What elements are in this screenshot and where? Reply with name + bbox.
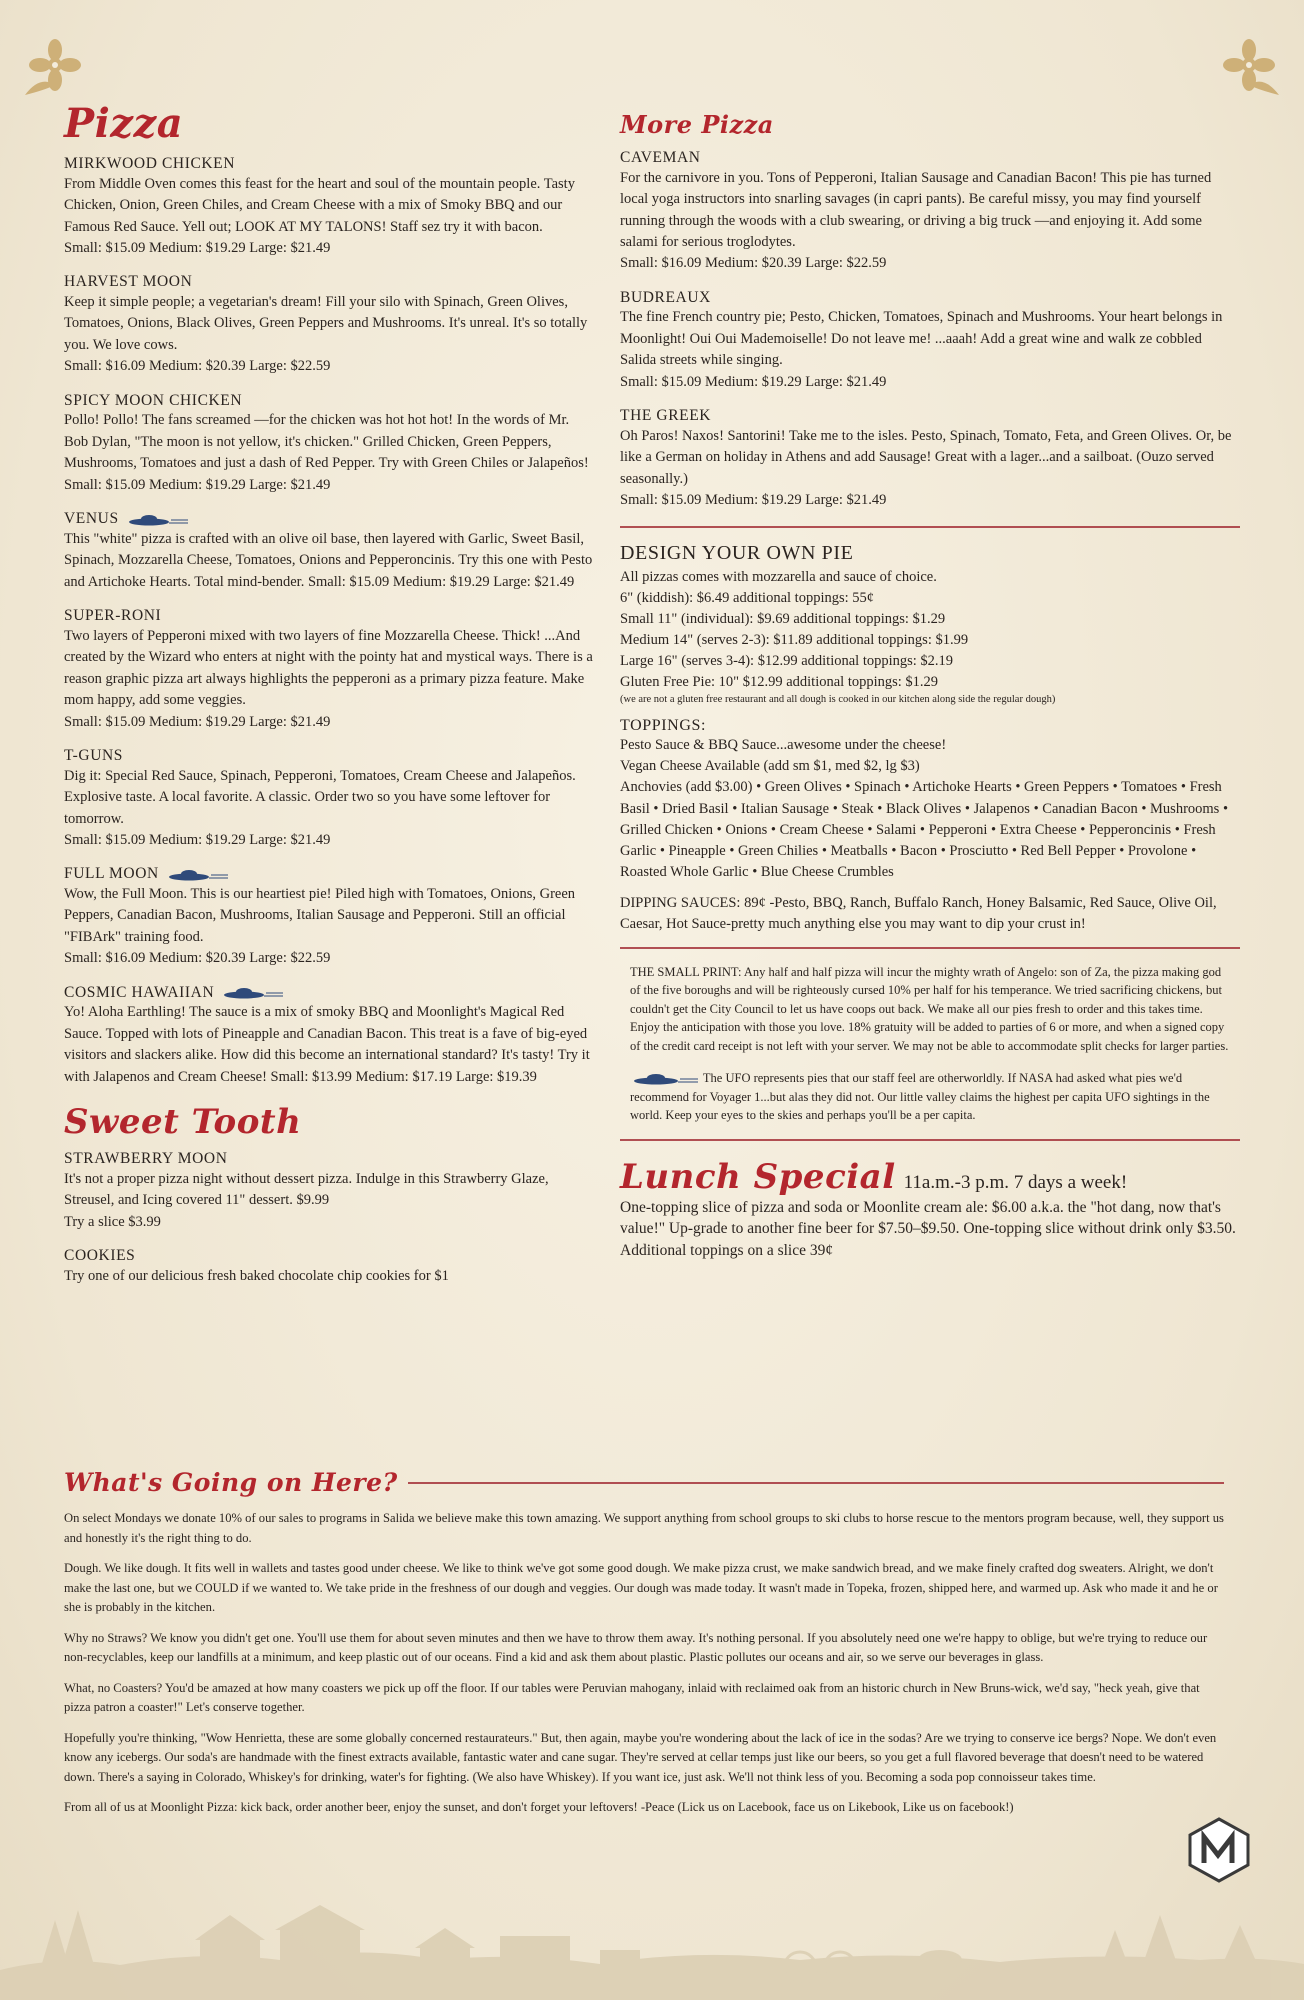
lunch-special-section [620, 1157, 1240, 1262]
menu-item-title [64, 865, 594, 884]
menu-item-price: Try a slice $3.99 [64, 1213, 161, 1230]
left-column [64, 100, 594, 1301]
menu-item [64, 865, 594, 969]
menu-item-description: The fine French country pie; Pesto, Chicken, Tomatoes, Spinach and Mushrooms. Your heart belongs in Moonlight! Oui Oui Mademoiselle! Do not leave me! ...aaah! Add a great wine and walk ze cobbled Salida streets while singing. [620, 309, 1223, 369]
sweet-tooth-heading: Sweet Tooth [64, 1102, 302, 1143]
divider [620, 526, 1240, 528]
menu-item [64, 273, 594, 377]
menu-item-title [64, 155, 594, 174]
menu-item [64, 155, 594, 259]
menu-item-title [64, 747, 594, 766]
menu-item-description: It's not a proper pizza night without dessert pizza. Indulge in this Strawberry Glaze, Streusel, and Icing covered 11" dessert. $9.99 [64, 1170, 549, 1209]
lunch-special-heading: Lunch Special [620, 1156, 896, 1197]
toppings-line: Pesto Sauce & BBQ Sauce...awesome under the cheese! [620, 737, 947, 754]
info-paragraph: What, no Coasters? You'd be amazed at how many coasters we pick up off the floor. If our tables were Peruvian mahogany, inlaid with reclaimed oak from an historic church in New Bruns-wick, we'd say, "heck yeah, give that pizza patron a coaster!" Let's conserve together. [64, 1680, 1200, 1715]
menu-item-description: Keep it simple people; a vegetarian's dream! Fill your silo with Spinach, Green Olives, Tomatoes, Onions, Black Olives, Green Peppers and Mushrooms. It's unreal. It's so totally you. We love cows. [64, 294, 588, 353]
design-title: DESIGN YOUR OWN PIE [620, 541, 854, 564]
menu-item-title-text: STRAWBERRY MOON [64, 1150, 228, 1168]
menu-item-price: Small: $15.09 Medium: $19.29 Large: $21.49 [620, 492, 887, 509]
divider [620, 947, 1240, 949]
menu-item [620, 149, 1240, 275]
menu-item-title [64, 510, 594, 529]
menu-item-description: Pollo! Pollo! The fans screamed —for the chicken was hot hot hot! In the words of Mr. Bob Dylan, "The moon is not yellow, it's chicken." Grilled Chicken, Green Peppers, Mushrooms, Tomatoes and just a dash of Red Pepper. Try with Green Chiles or Jalapeños! [64, 412, 589, 472]
menu-item [64, 1247, 594, 1287]
menu-item-title [620, 407, 1240, 426]
info-paragraph: Dough. We like dough. It fits well in wallets and tastes good under cheese. We like to think we've got some good dough. We make pizza crust, we make sandwich bread, and we make finely crafted dog sweaters. Alright, we don't make the last one, but we COULD if we wanted to. We take pride in the freshness of our dough and veggies. Our dough was made today. It wasn't made in Topeka, frozen, shipped here, and warmed up. Ask who made it and he or she is probably in the kitchen. [64, 1561, 1218, 1615]
info-paragraph: Why no Straws? We know you didn't get one. You'll use them for about seven minutes and then we have to throw them away. It's nothing personal. If you absolutely need one we're happy to oblige, but we're trying to reduce our non-recyclables, keep our landfills at a minimum, and keep plastic out of our oceans. Find a kid and ask them about plastic. Plastic pollutes our oceans and air, so we serve our beverages in glass. [64, 1630, 1208, 1665]
design-price-line: Medium 14" (serves 2-3): $11.89 additional toppings: $1.99 [620, 631, 969, 648]
sweet-list [64, 1150, 594, 1287]
menu-item-title-text: COSMIC HAWAIIAN [64, 983, 215, 1001]
menu-item-description: This "white" pizza is crafted with an olive oil base, then layered with Garlic, Sweet Basil, Spinach, Mozzarella Cheese, Tomatoes, Onions and Pepperoncinis. Try this one with Pesto and Artichoke Hearts. Total mind-bender. Small: $15.09 Medium: $19.29 Large: $21.49 [64, 530, 593, 590]
info-paragraph: On select Mondays we donate 10% of our sales to programs in Salida we believe make this town amazing. We support anything from school groups to ski clubs to horse rescue to the mentors program because, well, they support us and honestly it's the right thing to do. [64, 1511, 1224, 1545]
menu-item-description: Dig it: Special Red Sauce, Spinach, Pepperoni, Tomatoes, Cream Cheese and Jalapeños. Explosive taste. A local favorite. A classic. Order two so you have some leftover for tomorrow. [64, 767, 576, 827]
menu-item [620, 407, 1240, 511]
design-price-line: All pizzas comes with mozzarella and sauce of choice. [620, 568, 937, 585]
whats-going-on-section [64, 1468, 1224, 1829]
menu-item-title [64, 1150, 594, 1169]
pizza-list [64, 155, 594, 1088]
menu-item-title [64, 607, 594, 626]
menu-item-title-text: CAVEMAN [620, 149, 701, 166]
menu-item-price: Small: $16.09 Medium: $20.39 Large: $22.59 [620, 255, 887, 272]
menu-item-description: For the carnivore in you. Tons of Pepperoni, Italian Sausage and Canadian Bacon! This pie has turned local yoga instructors into snarling savages (in capri pants). Be careful missy, you may find yourself running through the woods with a club swearing, or driving a big truck —and enjoying it. Add some salami for serious troglodytes. [620, 169, 1212, 250]
menu-item-description: Two layers of Pepperoni mixed with two layers of fine Mozzarella Cheese. Thick! ...And created by the Wizard who enters at night with the pointy hat and mystical ways. There is a reason graphic pizza art always highlights the pepperoni as a primary pizza feature. Make mom happy, add some veggies. [64, 627, 593, 709]
menu-item [64, 510, 594, 593]
menu-item [64, 1150, 594, 1233]
silhouette-village [0, 1860, 1304, 2000]
lunch-description: One-topping slice of pizza and soda or Moonlite cream ale: $6.00 a.k.a. the "hot dang, now that's value!" Up-grade to another fine beer for $7.50–$9.50. One-topping slice without drink only $3.50. Additional toppings on a slice 39¢ [620, 1198, 1236, 1259]
menu-item-description: Try one of our delicious fresh baked chocolate chip cookies for $1 [64, 1267, 449, 1284]
menu-item-price: Small: $15.09 Medium: $19.29 Large: $21.49 [620, 373, 887, 390]
design-note: (we are not a gluten free restaurant and all dough is cooked in our kitchen along side the regular dough) [620, 693, 1056, 705]
ufo-icon [222, 986, 284, 1000]
design-price-line: Small 11" (individual): $9.69 additional toppings: $1.29 [620, 610, 946, 627]
menu-item-price: Small: $15.09 Medium: $19.29 Large: $21.49 [64, 476, 331, 493]
menu-item-title [620, 289, 1240, 308]
info-paragraph: From all of us at Moonlight Pizza: kick back, order another beer, enjoy the sunset, and don't forget your leftovers! -Peace (Lick us on Lacebook, face us on Likebook, Like us on facebook!) [64, 1800, 1014, 1815]
menu-item-title-text: VENUS [64, 510, 119, 528]
toppings-list [620, 735, 1240, 882]
design-price-line: Gluten Free Pie: 10" $12.99 additional toppings: $1.29 [620, 673, 939, 690]
design-price-line: Large 16" (serves 3-4): $12.99 additional toppings: $2.19 [620, 652, 954, 669]
whats-going-on-paragraphs [64, 1509, 1224, 1818]
flower-corner-icon [1214, 30, 1284, 100]
ufo-icon [167, 868, 229, 882]
menu-item-title-text: HARVEST MOON [64, 273, 193, 291]
ufo-icon [630, 1072, 700, 1086]
right-column [620, 110, 1240, 1262]
menu-item-price: Small: $15.09 Medium: $19.29 Large: $21.49 [64, 239, 331, 256]
menu-item-description: From Middle Oven comes this feast for the heart and soul of the mountain people. Tasty Chicken, Onion, Green Chiles, and Cream Cheese with a mix of Smoky BBQ and our Famous Red Sauce. Yell out; LOOK AT MY TALONS! Staff sez try it with bacon. [64, 175, 575, 235]
info-paragraph: Hopefully you're thinking, "Wow Henrietta, these are some globally concerned restaurateurs." But, then again, maybe you're wondering about the lack of ice in the sodas? Are we trying to conserve ice bergs? Nope. We don't even know any icebergs. Our soda's are handmade with the finest extracts available, fantastic water and cane sugar. They're served at cellar temps just like our beers, so you get a full flavored beverage that doesn't need to be watered down. There's a saying in Colorado, Whiskey's for drinking, water's for fighting. (We also have Whiskey). If you want ice, just ask. We'll not think less of you. Becoming a soda pop connoisseur takes time. [64, 1730, 1217, 1784]
flower-corner-icon [20, 30, 90, 100]
menu-item-title-text: SUPER-RONI [64, 607, 162, 625]
menu-item-title-text: FULL MOON [64, 865, 159, 883]
more-pizza-heading: More Pizza [620, 110, 774, 139]
more-pizza-list [620, 149, 1240, 512]
menu-item-price: Small: $15.09 Medium: $19.29 Large: $21.49 [64, 831, 331, 848]
pizza-heading: Pizza [64, 100, 184, 147]
menu-item-price: Small: $15.09 Medium: $19.29 Large: $21.49 [64, 713, 331, 730]
menu-item-description: Oh Paros! Naxos! Santorini! Take me to the isles. Pesto, Spinach, Tomato, Feta, and Green Olives. Or, be like a German on holiday in Athens and add Sausage! Great with a lager...and a sailboat. (Ouzo served seasonally.) [620, 427, 1232, 487]
ufo-note [620, 1069, 1240, 1125]
toppings-line: Anchovies (add $3.00) • Green Olives • Spinach • Artichoke Hearts • Green Peppers • Tomatoes • Fresh Basil • Dried Basil • Italian Sausage • Steak • Black Olives • Jalapenos • Canadian Bacon • Mushrooms • Grilled Chicken • Onions • Cream Cheese • Salami • Pepperoni • Extra Cheese • Pepperoncinis • Fresh Garlic • Pineapple • Green Chilies • Meatballs • Bacon • Prosciutto • Red Bell Pepper • Provolone • Roasted Whole Garlic • Blue Cheese Crumbles [620, 779, 1229, 880]
menu-item-title [64, 392, 594, 411]
design-price-line: 6" (kiddish): $6.49 additional toppings: 55¢ [620, 589, 875, 606]
menu-item [64, 607, 594, 733]
menu-item [620, 289, 1240, 393]
menu-item-title-text: THE GREEK [620, 407, 712, 425]
menu-item [64, 392, 594, 496]
divider [620, 1139, 1240, 1141]
menu-item [64, 747, 594, 851]
menu-item-title [64, 273, 594, 292]
menu-item [64, 984, 594, 1088]
menu-item-title [620, 149, 1240, 168]
menu-item-title-text: BUDREAUX [620, 288, 711, 306]
whats-going-on-heading: What's Going on Here? [64, 1468, 398, 1497]
menu-item-title [64, 1247, 594, 1266]
small-print: THE SMALL PRINT: Any half and half pizza will incur the mighty wrath of Angelo: son of Za, the pizza making god of the five boroughs and will be righteously cursed 10% per half for his temperance. We tried sacrificing chickens, but couldn't get the City Council to let us have coops out back. We make all our pies fresh to order and this takes time. Enjoy the anticipation with those you love. 18% gratuity will be added to parties of 6 or more, and when a signed copy of the credit card receipt is not left with your server. We may not be able to accommodate split checks for larger parties. [630, 964, 1229, 1053]
ufo-icon [127, 513, 189, 527]
design-lines [620, 567, 1240, 693]
divider [408, 1482, 1224, 1484]
menu-item-description: Wow, the Full Moon. This is our heartiest pie! Piled high with Tomatoes, Onions, Green Peppers, Canadian Bacon, Mushrooms, Italian Sausage and Pepperoni. Still an official "FIBArk" training food. [64, 886, 576, 945]
lunch-hours: 11a.m.-3 p.m. 7 days a week! [903, 1171, 1128, 1193]
design-your-own-section [620, 542, 1240, 935]
toppings-line: Vegan Cheese Available (add sm $1, med $2, lg $3) [620, 758, 920, 775]
ufo-note-text: The UFO represents pies that our staff feel are otherworldly. If NASA had asked what pies we'd recommend for Voyager 1...but alas they did not. Our little valley claims the highest per capita UFO sightings in the world. Keep your eyes to the skies and perhaps you'll be a per capita. [630, 1071, 1210, 1123]
menu-item-title-text: COOKIES [64, 1247, 136, 1265]
menu-item-title-text: SPICY MOON CHICKEN [64, 391, 243, 409]
toppings-title: TOPPINGS: [620, 717, 707, 735]
menu-item-title-text: T-GUNS [64, 747, 124, 765]
dipping-sauces: DIPPING SAUCES: 89¢ -Pesto, BBQ, Ranch, Buffalo Ranch, Honey Balsamic, Red Sauce, Olive Oil, Caesar, Hot Sauce-pretty much anything else you may want to dip your crust in! [620, 894, 1217, 932]
menu-item-title [64, 984, 594, 1003]
menu-item-title-text: MIRKWOOD CHICKEN [64, 155, 236, 172]
menu-item-price: Small: $16.09 Medium: $20.39 Large: $22.59 [64, 950, 331, 967]
menu-item-price: Small: $16.09 Medium: $20.39 Large: $22.59 [64, 358, 331, 375]
menu-item-description: Yo! Aloha Earthling! The sauce is a mix of smoky BBQ and Moonlight's Magical Red Sauce. Topped with lots of Pineapple and Canadian Bacon. This treat is a fave of big-eyed visitors and slackers alike. How did this become an international standard? It's tasty! Try it with Jalapenos and Cream Cheese! Small: $13.99 Medium: $17.19 Large: $19.39 [64, 1004, 590, 1085]
